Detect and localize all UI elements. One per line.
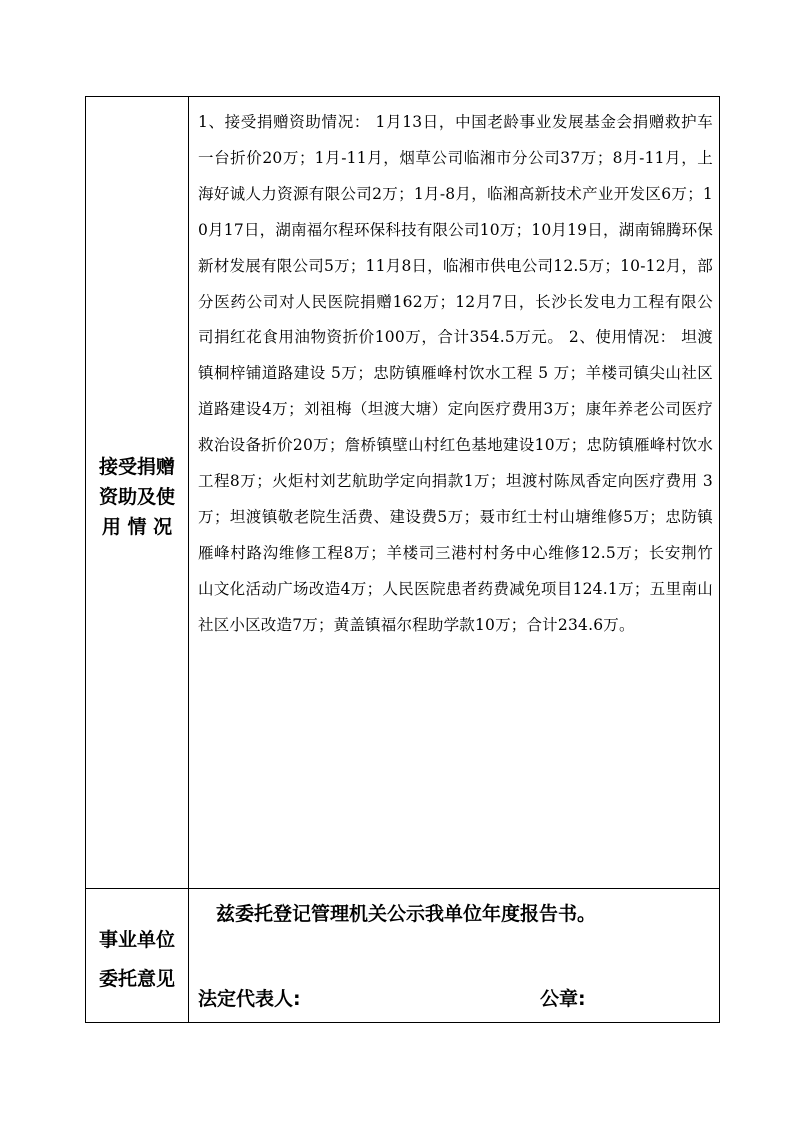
legal-representative-label: 法定代表人: [198,988,301,1010]
donation-content: 1、接受捐赠资助情况： 1月13日，中国老龄事业发展基金会捐赠救护车一台折价20万；1月-11月，烟草公司临湘市分公司37万；8月-11月，上海好诚人力资源有限公司2万；1月-8月，临湘高新技术产业开发区6万；10月17日，湖南福尔程环保科技有限公司10万；10月19日，湖南锦腾环保新材发展有限公司5万；11月8日，临湘市供电公司12.5万；10-12月，部分医药公司对人民医院捐赠162万；12月7日，长沙长发电力工程有限公司捐红花食用油物资折价100万，合计354.5万元。 2、使用情况： 坦渡镇桐梓铺道路建设 5万；忠防镇雁峰村饮水工程 5 万；羊楼司镇尖山社区道路建设4万；刘祖梅（坦渡大塘）定向医疗费用3万；康年养老公司医疗救治设备折价20万；詹桥镇壁山村红色基地建设10万；忠防镇雁峰村饮水工程8万；火炬村刘艺航助学定向捐款1万；坦渡村陈凤香定向医疗费用 3万；坦渡镇敬老院生活费、建设费5万；聂市红士村山塘维修5万；忠防镇雁峰村路沟维修工程8万；羊楼司三港村村务中心维修12.5万；长安荆竹山文化活动广场改造4万；人民医院患者药费减免项目124.1万；五里南山社区小区改造7万；黄盖镇福尔程助学款10万；合计234.6万。 [198,113,713,634]
donation-label-line-3: 用 情 况 [101,516,173,538]
donation-label-line-2: 资助及使 [98,486,175,508]
official-seal-label: 公章: [540,988,586,1010]
entrust-label [86,921,188,999]
donation-label-line-1: 接受捐赠 [98,456,175,478]
entrust-statement: 兹委托登记管理机关公示我单位年度报告书。 [216,903,597,925]
row-divider [86,888,719,889]
column-divider [188,97,189,1022]
donation-label [86,452,188,542]
entrust-label-line-2: 委托意见 [98,968,175,990]
report-table [85,96,720,1023]
entrust-label-line-1: 事业单位 [98,929,175,951]
